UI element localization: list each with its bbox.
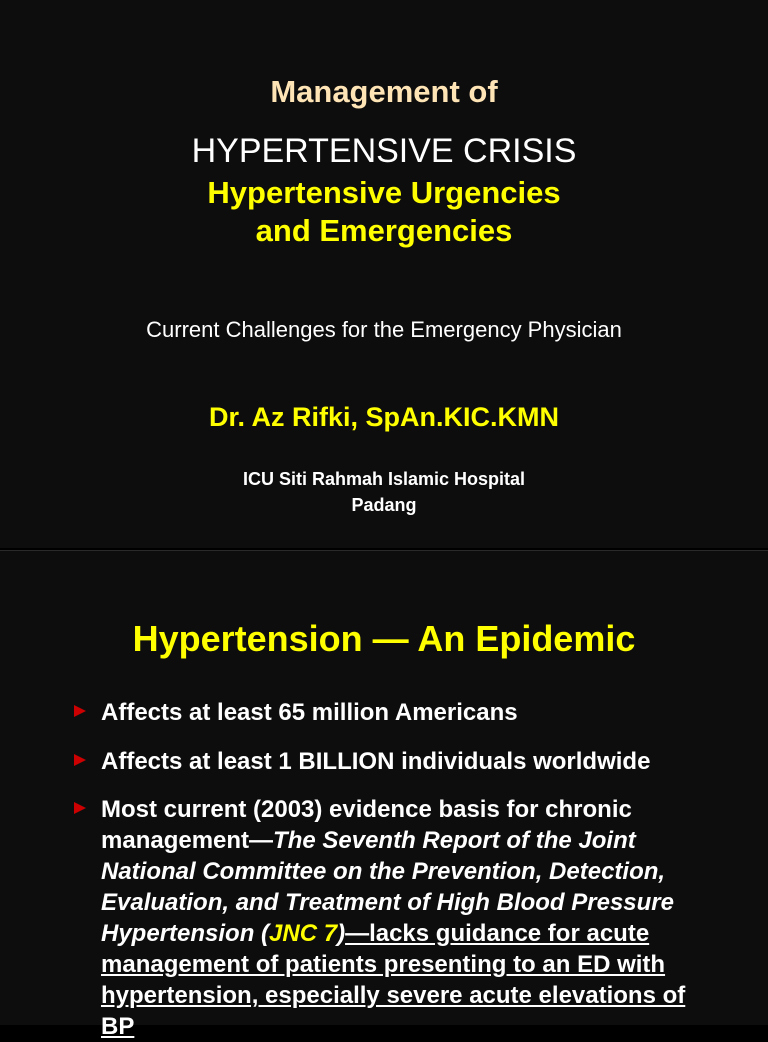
bullet-text-segment: Most current (2003) evidence basis for chronic (101, 796, 632, 823)
bullet-text (101, 697, 741, 728)
bullet-text-segment: Hypertension ( (101, 920, 270, 947)
bullet-text-segment: Affects at least 1 BILLION individuals worldwide (101, 748, 651, 775)
bullet-line (101, 746, 741, 777)
institution-name: ICU Siti Rahmah Islamic Hospital (242, 469, 526, 489)
bullet-text-segment: Evaluation, and Treatment of High Blood Pressure (101, 889, 674, 916)
bullet-triangle-icon (74, 705, 86, 717)
bullet-triangle-icon (74, 802, 86, 814)
bullet-text-segment: —lacks guidance for acute (345, 920, 650, 947)
bullet-text (101, 794, 741, 1042)
bullet-text-segment: management— (101, 827, 274, 854)
epidemic-slide (0, 550, 768, 1040)
bullet-line (101, 1011, 741, 1042)
bullet-text-segment: The Seventh Report of the Joint (273, 827, 636, 854)
bullet-text-segment: JNC 7 (269, 920, 338, 947)
slide-subtitle-line-2: and Emergencies (255, 213, 513, 248)
bullet-line (101, 697, 741, 728)
institution-city: Padang (351, 495, 417, 515)
slide-tagline: Current Challenges for the Emergency Physician (146, 317, 622, 342)
bullet-triangle-icon (74, 754, 86, 766)
bullet-text (101, 746, 741, 777)
bullet-text-segment: hypertension, especially severe acute elevations of (101, 982, 686, 1009)
bullet-text-segment: management of patients presenting to an ED with (101, 951, 666, 978)
bullet-text-segment: National Committee on the Prevention, Detection, (101, 858, 666, 885)
bullet-line (101, 794, 741, 825)
author-name: Dr. Az Rifki, SpAn.KIC.KMN (208, 402, 559, 432)
bullet-text-segment: BP (101, 1013, 135, 1040)
bullet-line (101, 949, 741, 980)
bullet-line (101, 918, 741, 949)
bullet-line (101, 856, 741, 887)
slide-pretitle: Management of (270, 74, 498, 109)
bullet-line (101, 825, 741, 856)
bullet-line (101, 887, 741, 918)
slide-title: HYPERTENSIVE CRISIS (191, 132, 577, 170)
bullet-line (101, 980, 741, 1011)
bullet-text-segment: ) (337, 920, 346, 947)
slide-heading: Hypertension — An Epidemic (132, 618, 636, 659)
slide-subtitle-line-1: Hypertensive Urgencies (207, 175, 561, 210)
bullet-text-segment: Affects at least 65 million Americans (101, 699, 518, 726)
